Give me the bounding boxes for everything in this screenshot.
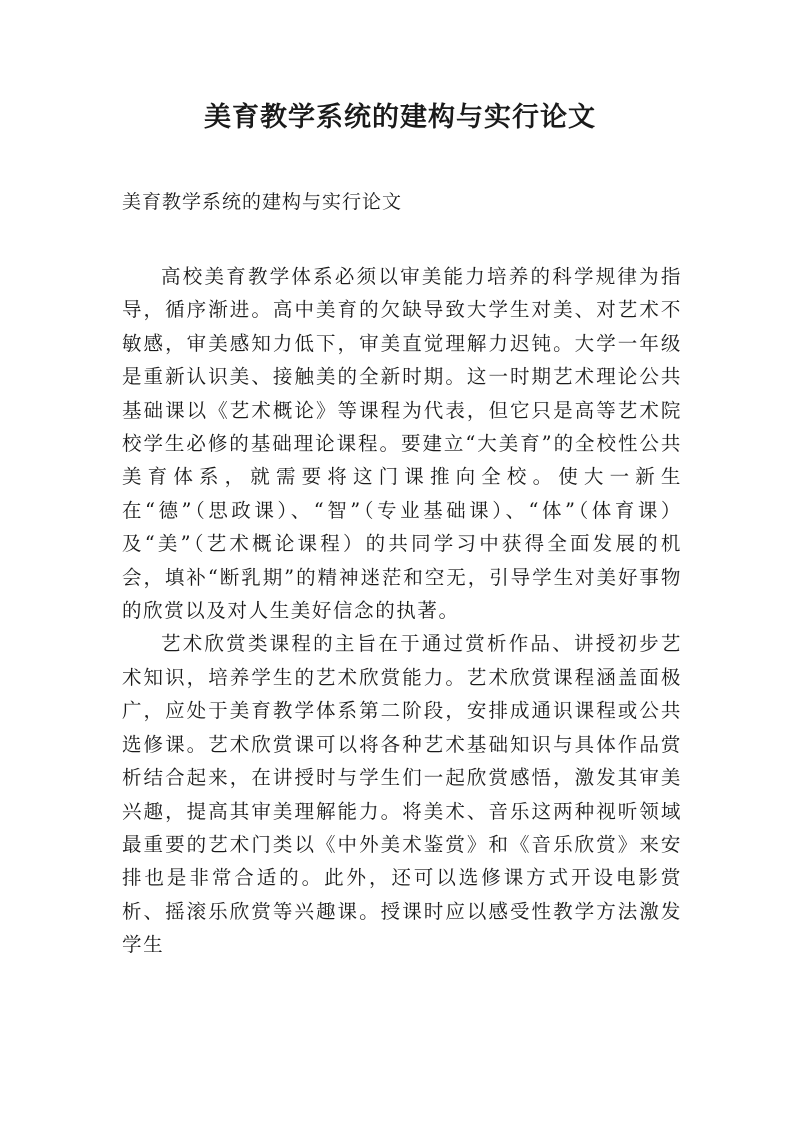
- document-body: [122, 260, 682, 962]
- body-paragraph: 高校美育教学体系必须以审美能力培养的科学规律为指导，循序渐进。高中美育的欠缺导致大学生对美、对艺术不敏感，审美感知力低下，审美直觉理解力迟钝。大学一年级是重新认识美、接触美的全新时期。这一时期艺术理论公共基础课以《艺术概论》等课程为代表，但它只是高等艺术院校学生必修的基础理论课程。要建立“大美育”的全校性公共美育体系，就需要将这门课推向全校。使大一新生在“德”（思政课）、“智”（专业基础课）、“体”（体育课）及“美”（艺术概论课程）的共同学习中获得全面发展的机会，填补“断乳期”的精神迷茫和空无，引导学生对美好事物的欣赏以及对人生美好信念的执著。: [122, 265, 682, 623]
- document-subtitle: 美育教学系统的建构与实行论文: [122, 191, 403, 213]
- body-paragraph: 艺术欣赏类课程的主旨在于通过赏析作品、讲授初步艺术知识，培养学生的艺术欣赏能力。艺术欣赏课程涵盖面极广，应处于美育教学体系第二阶段，安排成通识课程或公共选修课。艺术欣赏课可以将各种艺术基础知识与具体作品赏析结合起来，在讲授时与学生们一起欣赏感悟，激发其审美兴趣，提高其审美理解能力。将美术、音乐这两种视听领域最重要的艺术门类以《中外美术鉴赏》和《音乐欣赏》来安排也是非常合适的。此外，还可以选修课方式开设电影赏析、摇滚乐欣赏等兴趣课。授课时应以感受性教学方法激发学生: [122, 632, 682, 957]
- document-title: 美育教学系统的建构与实行论文: [204, 102, 596, 133]
